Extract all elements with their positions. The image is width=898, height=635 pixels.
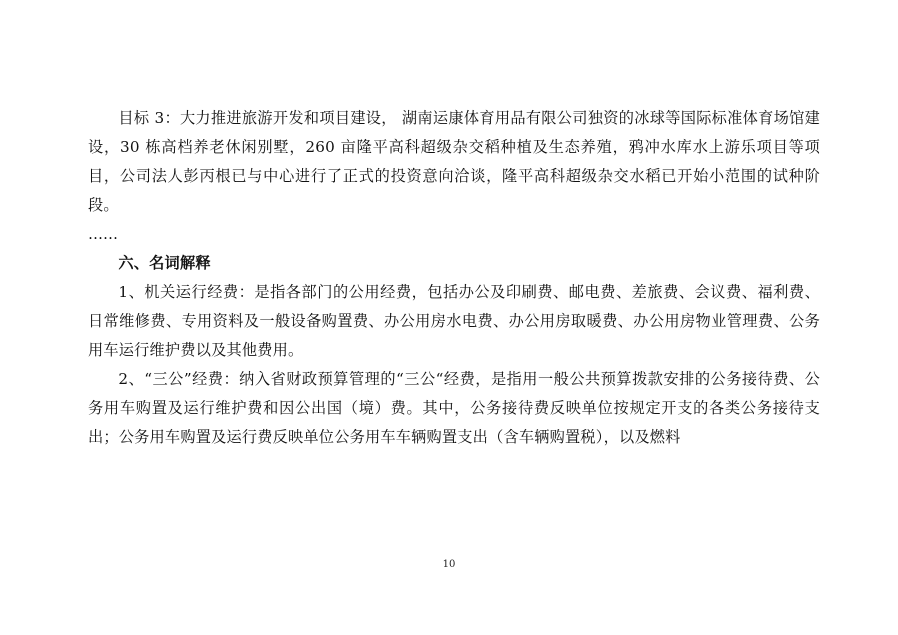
document-body [88, 104, 820, 452]
paragraph-term-2: 2、“三公”经费：纳入省财政预算管理的“三公“经费，是指用一般公共预算拨款安排的公务接待费、公务用车购置及运行维护费和因公出国（境）费。其中，公务接待费反映单位按规定开支的各类公务接待支出；公务用车购置及运行费反映单位公务用车车辆购置支出（含车辆购置税），以及燃料 [88, 370, 820, 446]
page-number: 10 [442, 559, 456, 570]
section-heading: 六、名词解释 [118, 254, 211, 272]
paragraph-term-1: 1、机关运行经费：是指各部门的公用经费，包括办公及印刷费、邮电费、差旅费、会议费、福利费、日常维修费、专用资料及一般设备购置费、办公用房水电费、办公用房取暖费、办公用房物业管理费、公务用车运行维护费以及其他费用。 [88, 283, 820, 359]
paragraph-goal-3: 目标 3：大力推进旅游开发和项目建设， 湖南运康体育用品有限公司独资的冰球等国际标准体育场馆建设，30 栋高档养老休闲别墅，260 亩隆平高科超级杂交稻种植及生态养殖，鸦冲水库水上游乐项目等项目，公司法人彭丙根已与中心进行了正式的投资意向洽谈，隆平高科超级杂交水稻已开始小范围的试种阶段。 [88, 109, 820, 214]
ellipsis-line: …… [88, 225, 118, 243]
